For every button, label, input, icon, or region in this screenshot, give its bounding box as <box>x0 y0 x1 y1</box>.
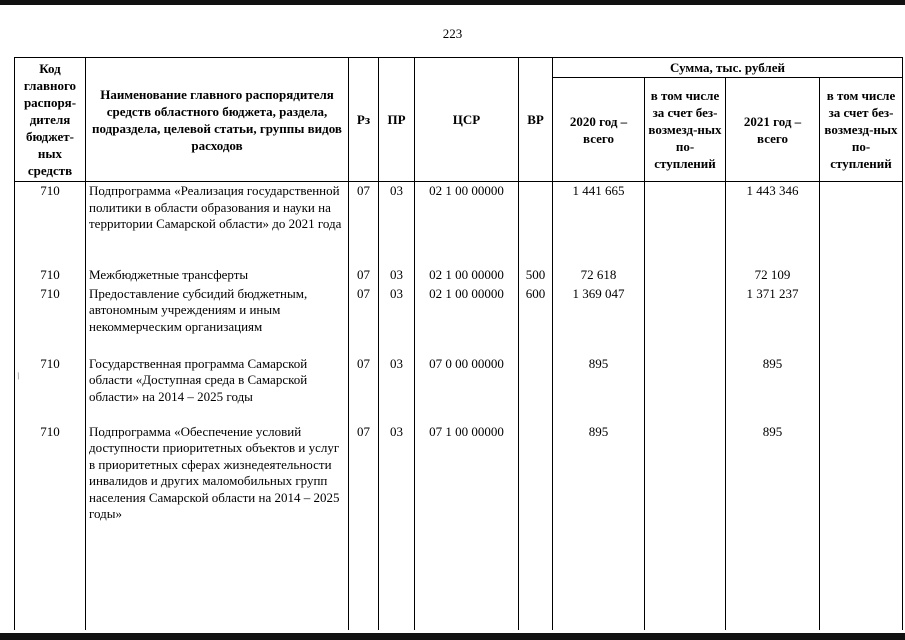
cell-2021-total: 72 109 <box>726 267 820 286</box>
cell-code: 710 <box>15 267 86 286</box>
cell-rz: 07 <box>349 424 379 630</box>
cell-vr: 500 <box>519 267 553 286</box>
cell-2021-total: 1 371 237 <box>726 286 820 356</box>
cell-code: 710 <box>15 424 86 630</box>
header-2021-free: в том числе за счет без-возмезд-ных по-ступлений <box>820 78 903 182</box>
cell-2021-free <box>820 356 903 424</box>
cell-pr: 03 <box>379 424 415 630</box>
cell-code: 710 <box>15 182 86 267</box>
header-sum: Сумма, тыс. рублей <box>553 58 903 78</box>
budget-table <box>14 57 903 630</box>
cell-2020-free <box>645 267 726 286</box>
cell-code: 710 <box>15 356 86 424</box>
cell-name: Подпрограмма «Реализация государственной политики в области образования и науки на территории Самарской области» до 2021 года <box>86 182 349 267</box>
cell-rz: 07 <box>349 182 379 267</box>
cell-pr: 03 <box>379 356 415 424</box>
cell-pr: 03 <box>379 182 415 267</box>
cell-2020-free <box>645 356 726 424</box>
cell-2020-free <box>645 182 726 267</box>
cell-vr: 600 <box>519 286 553 356</box>
cell-vr <box>519 182 553 267</box>
top-scan-edge <box>0 0 905 5</box>
cell-2021-total: 895 <box>726 356 820 424</box>
cell-pr: 03 <box>379 267 415 286</box>
cell-name: Предоставление субсидий бюджетным, автономным учреждениям и иным некоммерческим организациям <box>86 286 349 356</box>
header-vr: ВР <box>519 58 553 182</box>
table-row <box>15 286 903 356</box>
header-pr: ПР <box>379 58 415 182</box>
cell-2021-free <box>820 286 903 356</box>
cell-code: 710 <box>15 286 86 356</box>
cell-2021-total: 1 443 346 <box>726 182 820 267</box>
table-row <box>15 424 903 630</box>
cell-2020-total: 895 <box>553 424 645 630</box>
cell-rz: 07 <box>349 286 379 356</box>
cell-2020-free <box>645 424 726 630</box>
cell-pr: 03 <box>379 286 415 356</box>
cell-2021-free <box>820 267 903 286</box>
cell-name: Подпрограмма «Обеспечение условий доступности приоритетных объектов и услуг в приоритетных сферах жизнедеятельности инвалидов и других маломобильных групп населения Самарской области на 2014 – 2025 годы» <box>86 424 349 630</box>
bottom-scan-edge <box>0 633 905 640</box>
cell-2020-total: 895 <box>553 356 645 424</box>
page-number: 223 <box>442 26 463 41</box>
cell-vr <box>519 424 553 630</box>
cell-2020-total: 72 618 <box>553 267 645 286</box>
cell-rz: 07 <box>349 267 379 286</box>
cell-csr: 07 1 00 00000 <box>415 424 519 630</box>
cell-csr: 02 1 00 00000 <box>415 182 519 267</box>
table-row <box>15 182 903 267</box>
cell-vr <box>519 356 553 424</box>
header-2020-total: 2020 год – всего <box>553 78 645 182</box>
cell-name: Межбюджетные трансферты <box>86 267 349 286</box>
cell-csr: 02 1 00 00000 <box>415 267 519 286</box>
header-rz: Рз <box>349 58 379 182</box>
cell-2020-free <box>645 286 726 356</box>
table-row <box>15 356 903 424</box>
scan-mark: / <box>15 370 22 383</box>
header-2021-total: 2021 год – всего <box>726 78 820 182</box>
cell-2021-free <box>820 182 903 267</box>
cell-rz: 07 <box>349 356 379 424</box>
header-csr: ЦСР <box>415 58 519 182</box>
cell-2020-total: 1 441 665 <box>553 182 645 267</box>
cell-csr: 07 0 00 00000 <box>415 356 519 424</box>
header-code: Код главного распоря-дителя бюджет-ных средств <box>15 58 86 182</box>
cell-2021-free <box>820 424 903 630</box>
cell-2020-total: 1 369 047 <box>553 286 645 356</box>
table-row <box>15 267 903 286</box>
header-name: Наименование главного распорядителя средств областного бюджета, раздела, подраздела, целевой статьи, группы видов расходов <box>86 58 349 182</box>
cell-2021-total: 895 <box>726 424 820 630</box>
header-2020-free: в том числе за счет без-возмезд-ных по-ступлений <box>645 78 726 182</box>
cell-csr: 02 1 00 00000 <box>415 286 519 356</box>
cell-name: Государственная программа Самарской области «Доступная среда в Самарской области» на 2014 – 2025 годы <box>86 356 349 424</box>
